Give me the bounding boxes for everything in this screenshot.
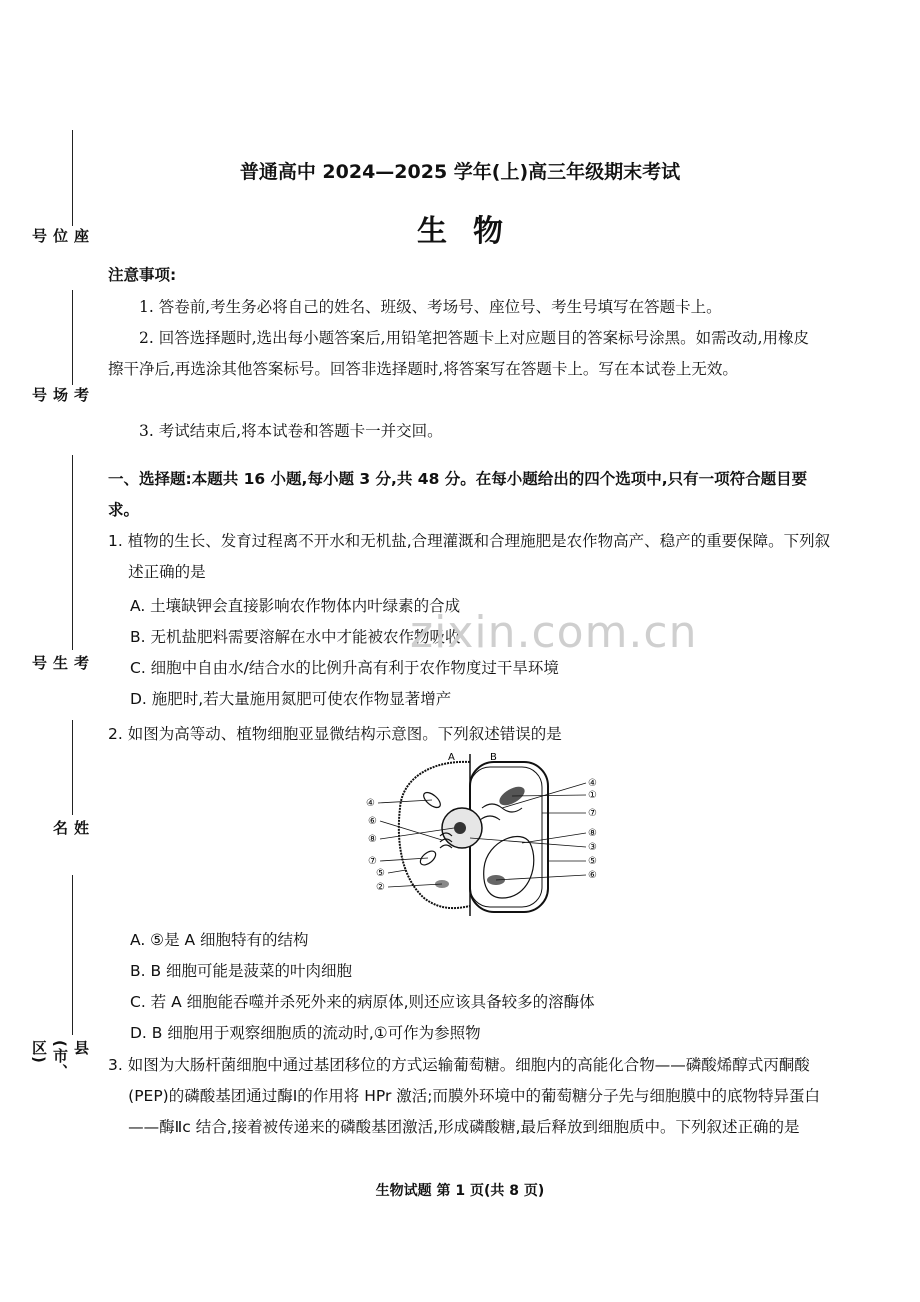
right-label-5: ③	[588, 842, 597, 853]
figure-label-a: A	[448, 752, 455, 763]
left-label-3: ⑧	[368, 834, 377, 845]
notice-heading: 注意事项:	[108, 266, 177, 284]
question-2-option-b: B. B 细胞可能是菠菜的叶肉细胞	[130, 962, 353, 980]
question-3-stem: 3. 如图为大肠杆菌细胞中通过基团移位的方式运输葡萄糖。细胞内的高能化合物——磷酸烯醇式丙酮酸(PEP)的磷酸基团通过酶Ⅰ的作用将 HPr 激活;而膜外环境中的葡萄糖分子先与细胞膜中的底物特异蛋白——酶Ⅱc 结合,接着被传递来的磷酸基团激活,形成磷酸糖,最后释放到细胞质中。下列叙述正确的是	[108, 1056, 820, 1136]
exam-title: 普通高中 2024—2025 学年(上)高三年级期末考试	[239, 161, 681, 183]
student-id-label: 考生号	[30, 655, 90, 671]
question-1-option-b: B. 无机盐肥料需要溶解在水中才能被农作物吸收	[130, 628, 461, 646]
right-label-6: ⑤	[588, 856, 597, 867]
question-2-stem: 2. 如图为高等动、植物细胞亚显微结构示意图。下列叙述错误的是	[108, 725, 562, 743]
question-2-option-a: A. ⑤是 A 细胞特有的结构	[130, 931, 309, 949]
county-underline	[72, 875, 73, 1035]
er	[480, 804, 522, 820]
subject-title: 生物	[417, 214, 529, 249]
plant-cell-wall	[470, 762, 548, 912]
name-label: 姓名	[51, 820, 90, 836]
question-1-stem: 1. 植物的生长、发育过程离不开水和无机盐,合理灌溉和合理施肥是农作物高产、稳产的重要保障。下列叙述正确的是	[108, 532, 831, 581]
nucleolus	[454, 822, 466, 834]
student-id-underline	[72, 455, 73, 650]
vacuole	[484, 836, 534, 898]
left-label-4: ⑦	[368, 856, 377, 867]
question-1-option-c: C. 细胞中自由水/结合水的比例升高有利于农作物度过干旱环境	[130, 659, 559, 677]
cell-structure-figure	[362, 748, 612, 918]
left-label-5: ⑤	[376, 868, 385, 879]
right-label-4: ⑧	[588, 828, 597, 839]
section-heading: 一、选择题:本题共 16 小题,每小题 3 分,共 48 分。在每小题给出的四个选项中,只有一项符合题目要求。	[108, 470, 808, 519]
question-1-option-a: A. 土壤缺钾会直接影响农作物体内叶绿素的合成	[130, 597, 461, 615]
left-label-1: ④	[366, 798, 375, 809]
left-label-6: ②	[376, 882, 385, 893]
figure-label-b: B	[490, 752, 497, 763]
left-label-2: ⑥	[368, 816, 377, 827]
room-label: 考场号	[30, 387, 90, 403]
page-footer: 生物试题 第 1 页(共 8 页)	[375, 1183, 545, 1199]
question-2-option-c: C. 若 A 细胞能吞噬并杀死外来的病原体,则还应该具备较多的溶酶体	[130, 993, 595, 1011]
question-1-option-d: D. 施肥时,若大量施用氮肥可使农作物显著增产	[130, 690, 452, 708]
county-label: 县(市、区)	[30, 1040, 90, 1080]
notice-item-1: 1. 答卷前,考生务必将自己的姓名、班级、考场号、座位号、考生号填写在答题卡上。	[139, 298, 722, 316]
right-label-2: ①	[588, 790, 597, 801]
seat-label: 座位号	[30, 228, 90, 244]
right-label-1: ④	[588, 778, 597, 789]
notice-item-3: 3. 考试结束后,将本试卷和答题卡一并交回。	[139, 422, 443, 440]
notice-item-2: 2. 回答选择题时,选出每小题答案后,用铅笔把答题卡上对应题目的答案标号涂黑。如需改动,用橡皮擦干净后,再选涂其他答案标号。回答非选择题时,将答案写在答题卡上。写在本试卷上无效。	[108, 329, 809, 378]
plant-cell-membrane	[470, 767, 542, 907]
room-underline	[72, 290, 73, 385]
watermark: zixin.com.cn	[410, 607, 698, 658]
question-2-option-d: D. B 细胞用于观察细胞质的流动时,①可作为参照物	[130, 1024, 481, 1042]
right-label-7: ⑥	[588, 870, 597, 881]
name-underline	[72, 720, 73, 815]
right-label-3: ⑦	[588, 808, 597, 819]
